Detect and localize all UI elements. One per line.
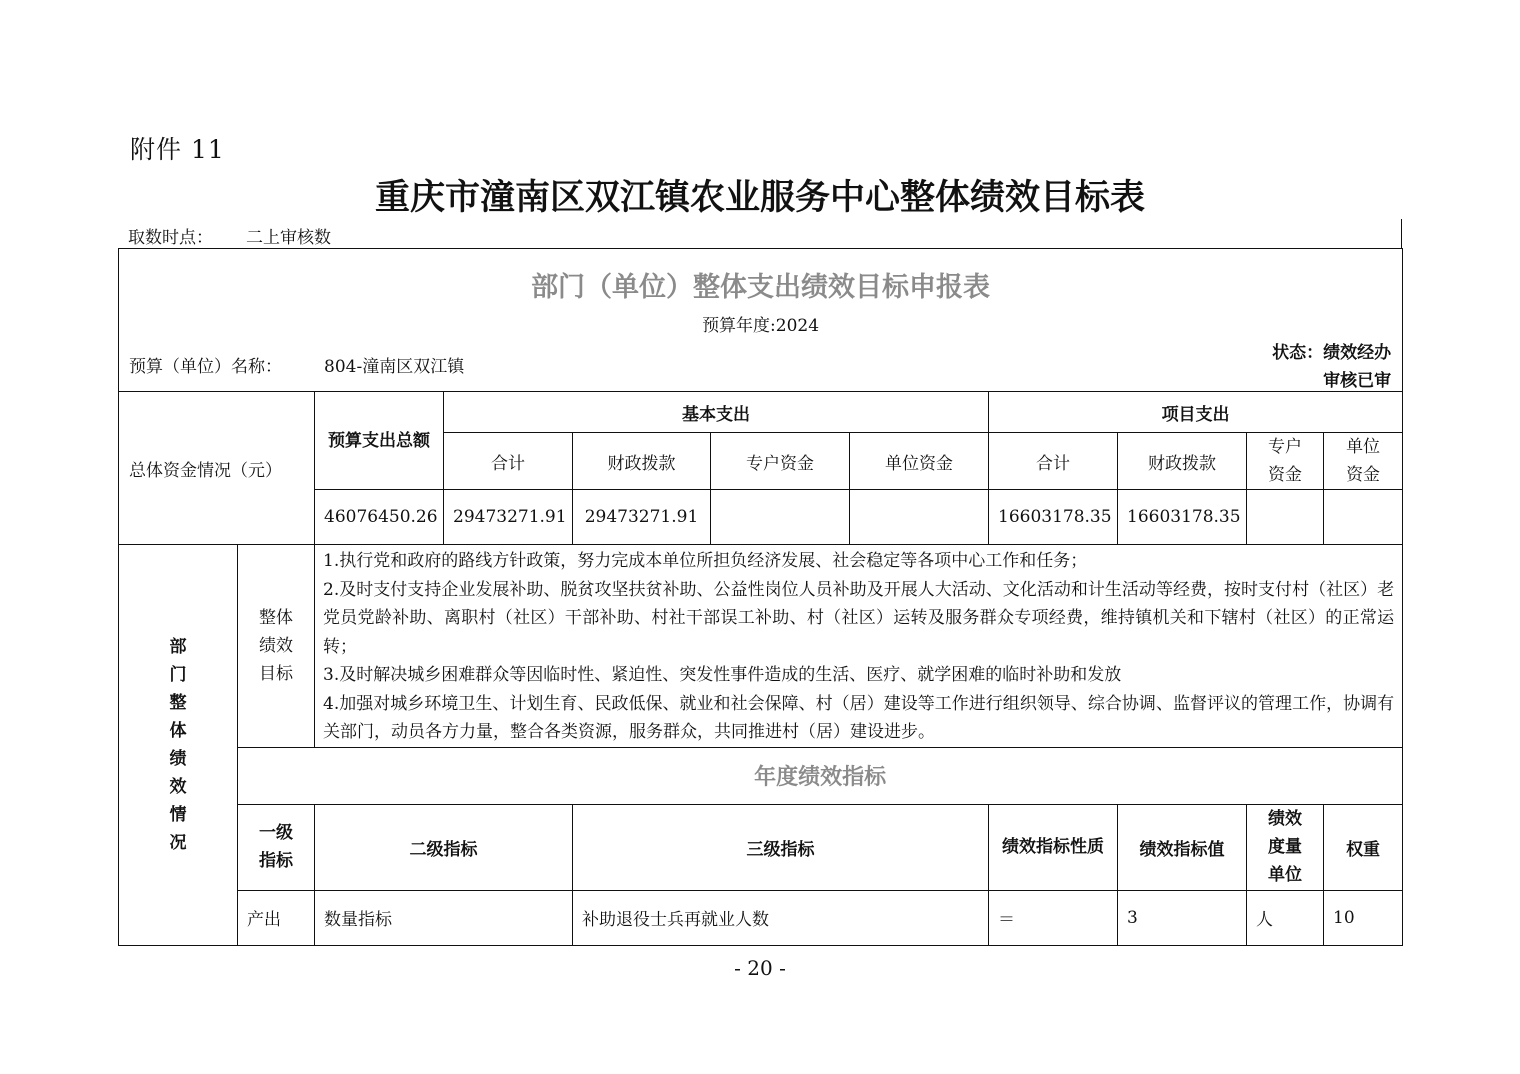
project-fiscal-value: 16603178.35 [1118,490,1247,545]
total-budget-value: 46076450.26 [315,490,444,545]
basic-fiscal-value: 29473271.91 [573,490,711,545]
document-title: 重庆市潼南区双江镇农业服务中心整体绩效目标表 [374,177,1145,218]
indicator-weight: 10 [1324,890,1403,945]
weight-header: 权重 [1324,804,1403,890]
basic-total-header: 合计 [444,433,573,490]
goal-item: 1.执行党和政府的路线方针政策，努力完成本单位所担负经济发展、社会稳定等各项中心工作和任务； [323,551,1088,571]
indicator-row [119,890,1403,945]
form-header [119,249,1403,392]
basic-expense-header: 基本支出 [444,392,989,433]
goal-label: 整体绩效目标 [238,545,315,748]
project-special-header: 专户资金 [1247,433,1324,490]
goal-text [315,545,1403,748]
nature-header: 绩效指标性质 [989,804,1118,890]
goal-item: 3.及时解决城乡困难群众等因临时性、紧迫性、突发性事件造成的生活、医疗、就学困难的临时补助和发放 [323,665,1122,685]
indicator-nature: ＝ [989,890,1118,945]
basic-unit-value [850,490,989,545]
table-top-border [1401,219,1402,249]
basic-special-header: 专户资金 [711,433,850,490]
unit-name-value: 804-潼南区双江镇 [324,357,465,377]
project-fiscal-header: 财政拨款 [1118,433,1247,490]
project-total-value: 16603178.35 [989,490,1118,545]
indicator-level2: 数量指标 [315,890,573,945]
performance-target-table [118,248,1403,946]
attachment-label: 附件 11 [130,135,225,164]
project-unit-header: 单位资金 [1324,433,1403,490]
unit-name-label: 预算（单位）名称： [129,357,282,377]
page-number: - 20 - [734,956,786,980]
annual-indicator-title: 年度绩效指标 [238,747,1403,804]
budget-year: 预算年度:2024 [702,316,820,336]
level2-header: 二级指标 [315,804,573,890]
basic-special-value [711,490,850,545]
project-expense-header: 项目支出 [989,392,1403,433]
project-special-value [1247,490,1324,545]
datapoint-label: 取数时点： [128,228,213,248]
indicator-level3: 补助退役士兵再就业人数 [573,890,989,945]
goal-item: 2.及时支付支持企业发展补助、脱贫攻坚扶贫补助、公益性岗位人员补助及开展人大活动、文化活动和计生活动等经费，按时支付村（社区）老党员党龄补助、离职村（社区）干部补助、村社干部误工补助、村（社区）运转及服务群众专项经费，维持镇机关和下辖村（社区）的正常运转； [323,579,1395,657]
funds-row-label: 总体资金情况（元） [119,392,315,545]
basic-fiscal-header: 财政拨款 [573,433,711,490]
indicator-value: 3 [1118,890,1247,945]
value-header: 绩效指标值 [1118,804,1247,890]
indicator-level1: 产出 [238,890,315,945]
project-unit-value [1324,490,1403,545]
status-label: 状态：绩效经办 [1272,343,1392,363]
datapoint-value: 二上审核数 [246,228,331,248]
status-value: 审核已审 [1323,371,1392,391]
total-budget-header: 预算支出总额 [315,392,444,490]
project-total-header: 合计 [989,433,1118,490]
unit-header: 绩效度量单位 [1247,804,1324,890]
basic-total-value: 29473271.91 [444,490,573,545]
level1-header: 一级指标 [238,804,315,890]
level3-header: 三级指标 [573,804,989,890]
form-title: 部门（单位）整体支出绩效目标申报表 [531,272,991,303]
indicator-unit: 人 [1247,890,1324,945]
performance-section-label: 部门整体绩效情况 [119,545,238,946]
basic-unit-header: 单位资金 [850,433,989,490]
goal-item: 4.加强对城乡环境卫生、计划生育、民政低保、就业和社会保障、村（居）建设等工作进行组织领导、综合协调、监督评议的管理工作，协调有关部门，动员各方力量，整合各类资源，服务群众，共同推进村（居）建设进步。 [323,693,1395,742]
